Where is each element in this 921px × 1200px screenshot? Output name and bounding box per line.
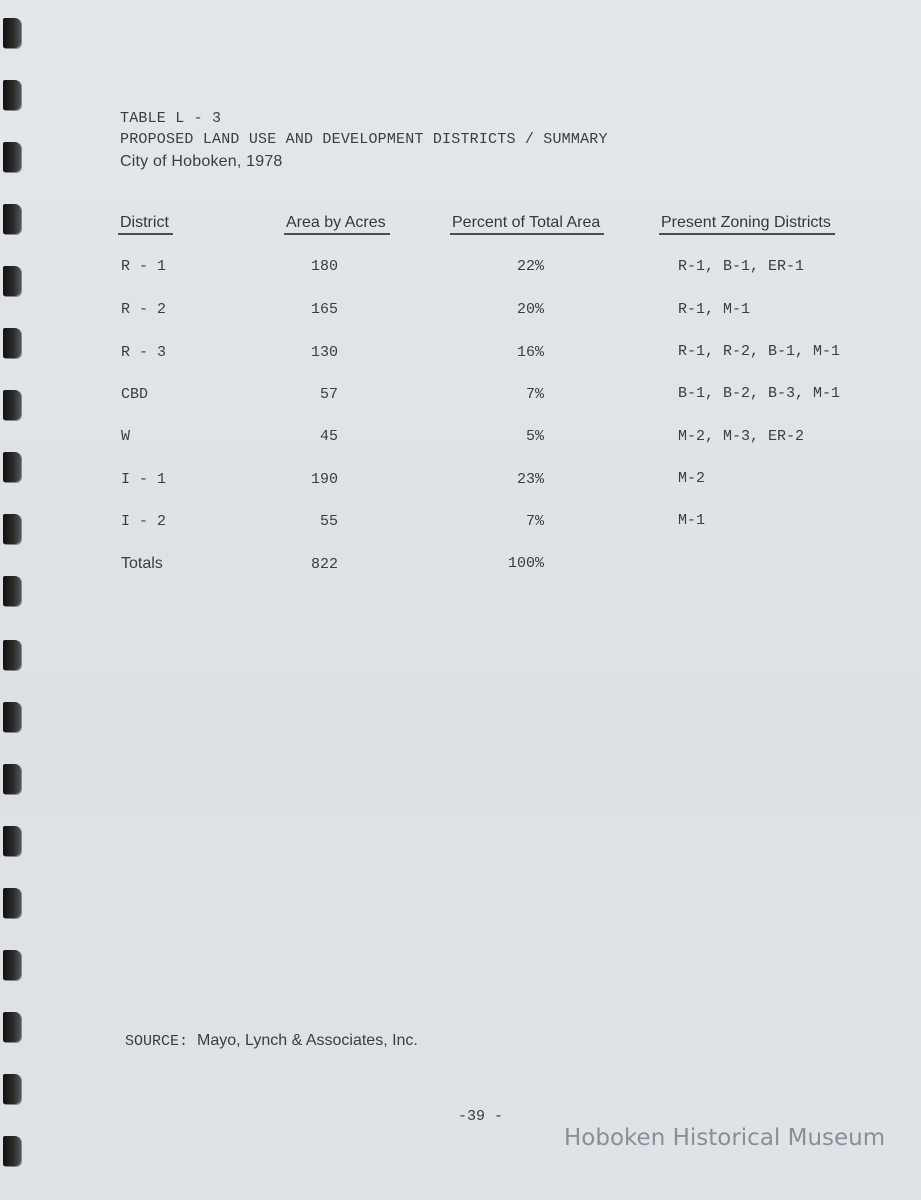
cell-percent: 20% (516, 301, 544, 318)
table-subtitle: City of Hoboken, 1978 (120, 153, 283, 170)
cell-percent: 5% (525, 428, 544, 445)
cell-district: CBD (121, 386, 149, 403)
cell-area: 57 (319, 386, 338, 403)
binding-ring (3, 576, 21, 606)
cell-district: R - 1 (121, 258, 167, 275)
binding-ring (3, 888, 21, 918)
binding-ring (3, 826, 21, 856)
totals-area: 822 (310, 556, 338, 573)
cell-district: W (121, 428, 131, 445)
binding-ring (3, 18, 21, 48)
cell-zoning: R-1, M-1 (678, 301, 751, 318)
binding-ring (3, 1136, 21, 1166)
binding-ring (3, 204, 21, 234)
cell-area: 45 (319, 428, 338, 445)
binding-ring (3, 80, 21, 110)
binding-ring (3, 452, 21, 482)
spiral-binding (0, 0, 30, 1200)
cell-district: I - 1 (121, 471, 167, 488)
binding-ring (3, 702, 21, 732)
cell-area: 130 (310, 344, 338, 361)
cell-percent: 7% (525, 513, 544, 530)
header-district: District (120, 214, 169, 231)
cell-area: 55 (319, 513, 338, 530)
cell-zoning: M-1 (678, 512, 706, 529)
cell-area: 190 (310, 471, 338, 488)
source-note (125, 1032, 418, 1050)
cell-area: 180 (310, 258, 338, 275)
table-title: PROPOSED LAND USE AND DEVELOPMENT DISTRICTS / SUMMARY (120, 131, 608, 148)
table-id: TABLE L - 3 (120, 110, 222, 127)
cell-percent: 7% (525, 386, 544, 403)
header-percent: Percent of Total Area (452, 214, 601, 231)
cell-district: R - 2 (121, 301, 167, 318)
cell-zoning: M-2, M-3, ER-2 (678, 428, 805, 445)
binding-ring (3, 390, 21, 420)
totals-percent: 100% (507, 555, 544, 572)
binding-ring (3, 950, 21, 980)
cell-zoning: M-2 (678, 470, 706, 487)
binding-ring (3, 1012, 21, 1042)
cell-district: R - 3 (121, 344, 167, 361)
header-area: Area by Acres (286, 214, 386, 231)
cell-zoning: B-1, B-2, B-3, M-1 (678, 385, 841, 402)
cell-zoning: R-1, B-1, ER-1 (678, 258, 805, 275)
source-text: Mayo, Lynch & Associates, Inc. (197, 1032, 418, 1049)
cell-zoning: R-1, R-2, B-1, M-1 (678, 343, 841, 360)
source-label: SOURCE: (125, 1033, 189, 1050)
cell-percent: 16% (516, 344, 544, 361)
cell-district: I - 2 (121, 513, 167, 530)
binding-ring (3, 266, 21, 296)
watermark: Hoboken Historical Museum (564, 1125, 886, 1151)
page-number: -39 - (458, 1108, 504, 1125)
binding-ring (3, 514, 21, 544)
totals-label: Totals (121, 555, 163, 572)
header-zoning: Present Zoning Districts (661, 214, 831, 231)
binding-ring (3, 142, 21, 172)
cell-percent: 23% (516, 471, 544, 488)
binding-ring (3, 328, 21, 358)
binding-ring (3, 764, 21, 794)
binding-ring (3, 1074, 21, 1104)
binding-ring (3, 640, 21, 670)
cell-area: 165 (310, 301, 338, 318)
cell-percent: 22% (516, 258, 544, 275)
